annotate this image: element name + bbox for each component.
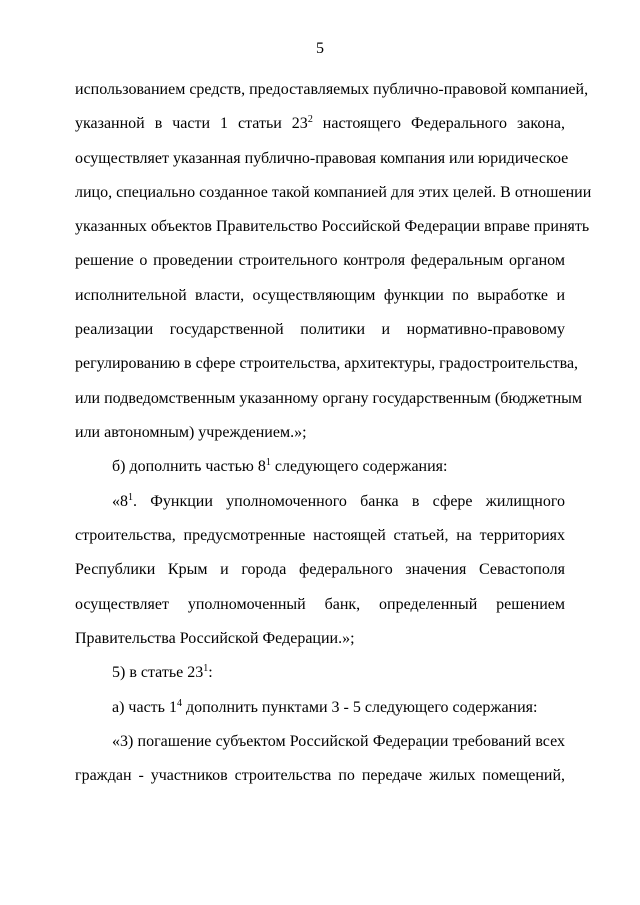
page-number: 5 bbox=[316, 40, 324, 57]
text-line bbox=[112, 492, 565, 512]
text-line: Республики Крым и города федерального значения Севастополя bbox=[75, 561, 565, 578]
text-line: регулированию в сфере строительства, архитектуры, градостроительства, bbox=[75, 355, 579, 372]
text-line bbox=[112, 663, 565, 683]
text-fragment: дополнить пунктами 3 - 5 следующего содержания: bbox=[181, 699, 538, 716]
superscript: 1 bbox=[203, 663, 209, 674]
text-line bbox=[112, 698, 565, 718]
text-line: лицо, специально созданное такой компанией для этих целей. В отношении bbox=[75, 184, 592, 201]
text-line: указанных объектов Правительство Российской Федерации вправе принять bbox=[75, 218, 590, 235]
text-line: использованием средств, предоставляемых публично-правовой компанией, bbox=[75, 81, 589, 98]
text-line bbox=[75, 114, 565, 134]
text-fragment: 5) в статье 23 bbox=[112, 664, 204, 681]
text-fragment: б) дополнить частью 8 bbox=[112, 458, 266, 475]
text-line: или подведомственным указанному органу государственным (бюджетным bbox=[75, 390, 583, 407]
text-line: или автономным) учреждением.»; bbox=[75, 424, 307, 441]
text-line bbox=[112, 457, 565, 477]
text-fragment: указанной в части 1 статьи 23 bbox=[75, 115, 308, 132]
text-fragment: следующего содержания: bbox=[270, 458, 448, 475]
superscript: 2 bbox=[307, 114, 313, 125]
text-line: осуществляет уполномоченный банк, определенный решением bbox=[75, 596, 565, 613]
superscript: 1 bbox=[128, 492, 133, 503]
text-fragment: . Функции уполномоченного банка в сфере жилищного bbox=[133, 493, 565, 510]
text-fragment: «8 bbox=[112, 493, 128, 510]
superscript: 1 bbox=[265, 457, 271, 468]
text-line: строительства, предусмотренные настоящей статьей, на территориях bbox=[75, 527, 565, 544]
text-line: «3) погашение субъектом Российской Федерации требований всех bbox=[112, 733, 565, 750]
text-line: Правительства Российской Федерации.»; bbox=[75, 630, 355, 647]
text-fragment: настоящего Федерального закона, bbox=[312, 115, 565, 132]
text-line: исполнительной власти, осуществляющим функции по выработке и bbox=[75, 287, 565, 304]
text-line: реализации государственной политики и нормативно-правовому bbox=[75, 321, 565, 338]
text-fragment: : bbox=[208, 664, 213, 681]
text-line: решение о проведении строительного контроля федеральным органом bbox=[75, 252, 565, 269]
text-line: граждан - участников строительства по передаче жилых помещений, bbox=[75, 767, 565, 784]
superscript: 4 bbox=[176, 698, 182, 709]
text-fragment: а) часть 1 bbox=[112, 699, 177, 716]
text-line: осуществляет указанная публично-правовая компания или юридическое bbox=[75, 150, 569, 167]
